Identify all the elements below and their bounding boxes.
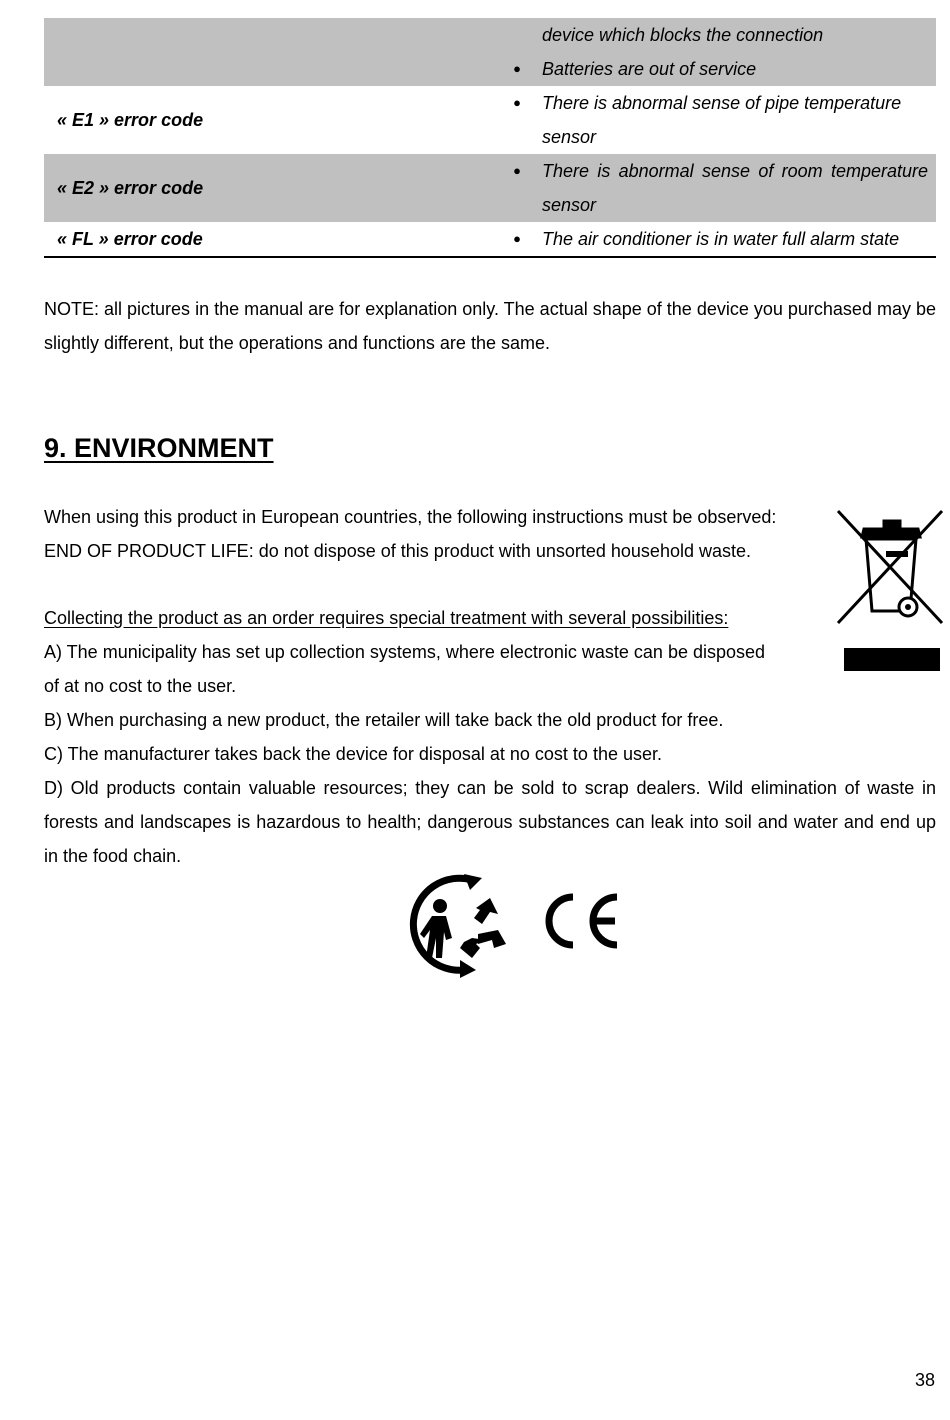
cause-text: device which blocks the connection [542,25,824,45]
cause-line [492,86,936,120]
cause-text: There is abnormal sense of room temperature sensor [542,161,928,215]
error-causes-cell [492,222,936,256]
table-row [44,222,936,256]
triman-recycling-icon [402,868,512,978]
intro-line: When using this product in European countries, the following instructions must be observed: [44,507,777,527]
bullet-icon: ● [513,231,521,246]
note-paragraph: NOTE: all pictures in the manual are for explanation only. The actual shape of the device you purchased may be slightly different, but the operations and functions are the same. [44,299,936,353]
page-number: 38 [914,1370,935,1390]
bullet-icon: ● [513,95,521,110]
error-causes-cell [492,86,936,154]
cause-text: Batteries are out of service [542,59,757,79]
table-row [44,86,936,154]
error-code-cell: « E2 » error code [57,177,204,198]
cause-text: There is abnormal sense of pipe temperature [542,93,902,113]
table-row [44,18,936,86]
collection-options [44,601,936,873]
error-causes-cell [492,154,936,222]
list-item: B) When purchasing a new product, the retailer will take back the old product for free. [44,710,724,730]
table-row [44,154,936,222]
bullet-icon: ● [513,163,521,178]
cause-line [492,52,936,86]
cause-text: sensor [542,127,597,147]
collection-heading: Collecting the product as an order requires special treatment with several possibilities: [44,608,729,628]
list-item: of at no cost to the user. [44,676,237,696]
cause-line [492,18,936,52]
cause-line [492,154,936,222]
error-code-cell: « E1 » error code [57,109,204,130]
cause-text: The air conditioner is in water full alarm state [542,229,900,249]
error-code-cell: « FL » error code [57,229,203,249]
section-title: 9. ENVIRONMENT [44,433,274,463]
list-item: A) The municipality has set up collection systems, where electronic waste can be disposed [44,642,766,662]
error-code-cell [44,18,492,86]
bullet-icon: ● [513,61,521,76]
environment-intro [44,500,834,568]
error-causes-cell [492,18,936,86]
list-item: D) Old products contain valuable resources; they can be sold to scrap dealers. Wild elimination of waste in forests and landscapes is hazardous to health; dangerous substances can leak into soil and water and end up in the food chain. [44,778,936,866]
list-item: C) The manufacturer takes back the device for disposal at no cost to the user. [44,744,662,764]
error-code-table [44,18,936,258]
ce-marking-icon [543,891,623,951]
cause-line [492,120,936,154]
intro-line: END OF PRODUCT LIFE: do not dispose of this product with unsorted household waste. [44,541,752,561]
cause-line [492,222,936,256]
